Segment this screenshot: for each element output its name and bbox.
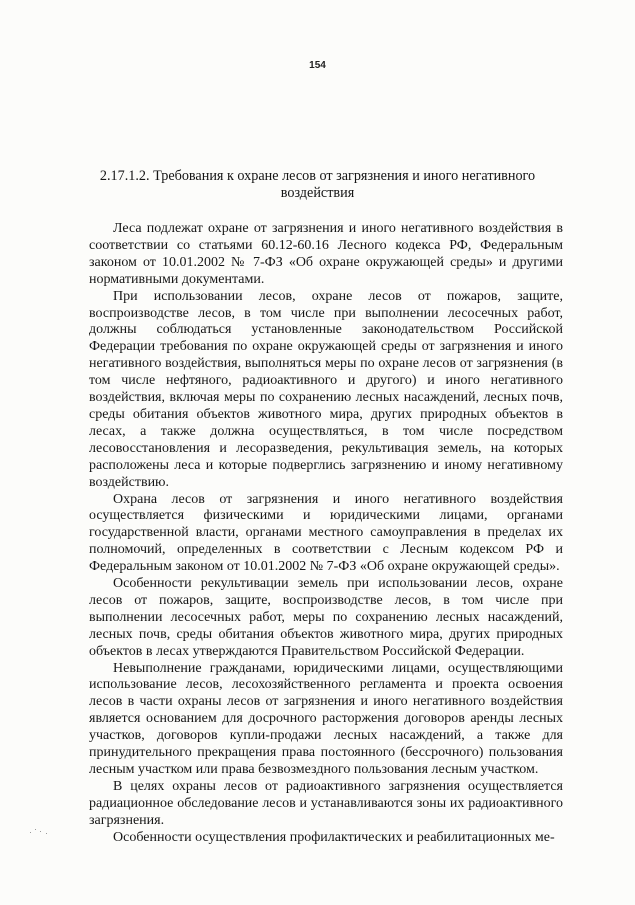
page-number: 154 [309, 60, 326, 71]
paragraph: При использовании лесов, охране лесов от пожаров, защите, воспроизводстве лесов, в том числе при выполнении лесосечных работ, должны соблюдаться установленные законодательством Российской Федерации требования по охране окружающей среды от загрязнения и иного негативного воздействия, выполняться меры по охране лесов от загрязнения (в том числе нефтяного, радиоактивного и другого) и иного негативного воздействия, включая меры по сохранению лесных насаждений, лесных почв, среды обитания объектов животного мира, других природных объектов в лесах, а также должна осуществляться, в том числе посредством лесовосстановления и лесоразведения, рекультивация земель, на которых расположены леса и которые подверглись загрязнению и иному негативному воздействию. [89, 288, 563, 490]
paragraph: Охрана лесов от загрязнения и иного негативного воздействия осуществляется физическими и юридическими лицами, органами государственной власти, органами местного самоуправления в пределах их полномочий, определенных в соответствии с Лесным кодексом РФ и Федеральным законом от 10.01.2002 № 7-ФЗ «Об охране окружающей среды». [89, 491, 563, 575]
paragraph: Особенности рекультивации земель при использовании лесов, охране лесов от пожаров, защите, воспроизводстве лесов, в том числе при выполнении лесосечных работ, меры по сохранению лесных насаждений, лесных почв, среды обитания объектов животного мира, других природных объектов в лесах утверждаются Правительством Российской Федерации. [89, 576, 563, 659]
paragraph: Невыполнение гражданами, юридическими лицами, осуществляющими использование лесов, лесохозяйственного регламента и проекта освоения лесов в части охраны лесов от загрязнения и иного негативного воздействия является основанием для досрочного расторжения договоров аренды лесных участков, договоров купли-продажи лесных насаждений, а также для принудительного прекращения права постоянного (бессрочного) пользования лесным участком или права безвозмездного пользования лесным участком. [89, 660, 563, 777]
paragraph: В целях охраны лесов от радиоактивного загрязнения осуществляется радиационное обследование лесов и устанавливаются зоны их радиоактивного загрязнения. [89, 778, 563, 828]
paragraph: Особенности осуществления профилактических и реабилитационных ме- [113, 829, 555, 845]
scan-specks [30, 828, 50, 834]
body-text [89, 221, 563, 847]
section-heading: 2.17.1.2. Требования к охране лесов от загрязнения и иного негативного воздействия [99, 168, 536, 201]
paragraph: Леса подлежат охране от загрязнения и иного негативного воздействия в соответствии со статьями 60.12-60.16 Лесного кодекса РФ, Федеральным законом от 10.01.2002 № 7-ФЗ «Об охране окружающей среды» и другими нормативными документами. [89, 221, 563, 287]
